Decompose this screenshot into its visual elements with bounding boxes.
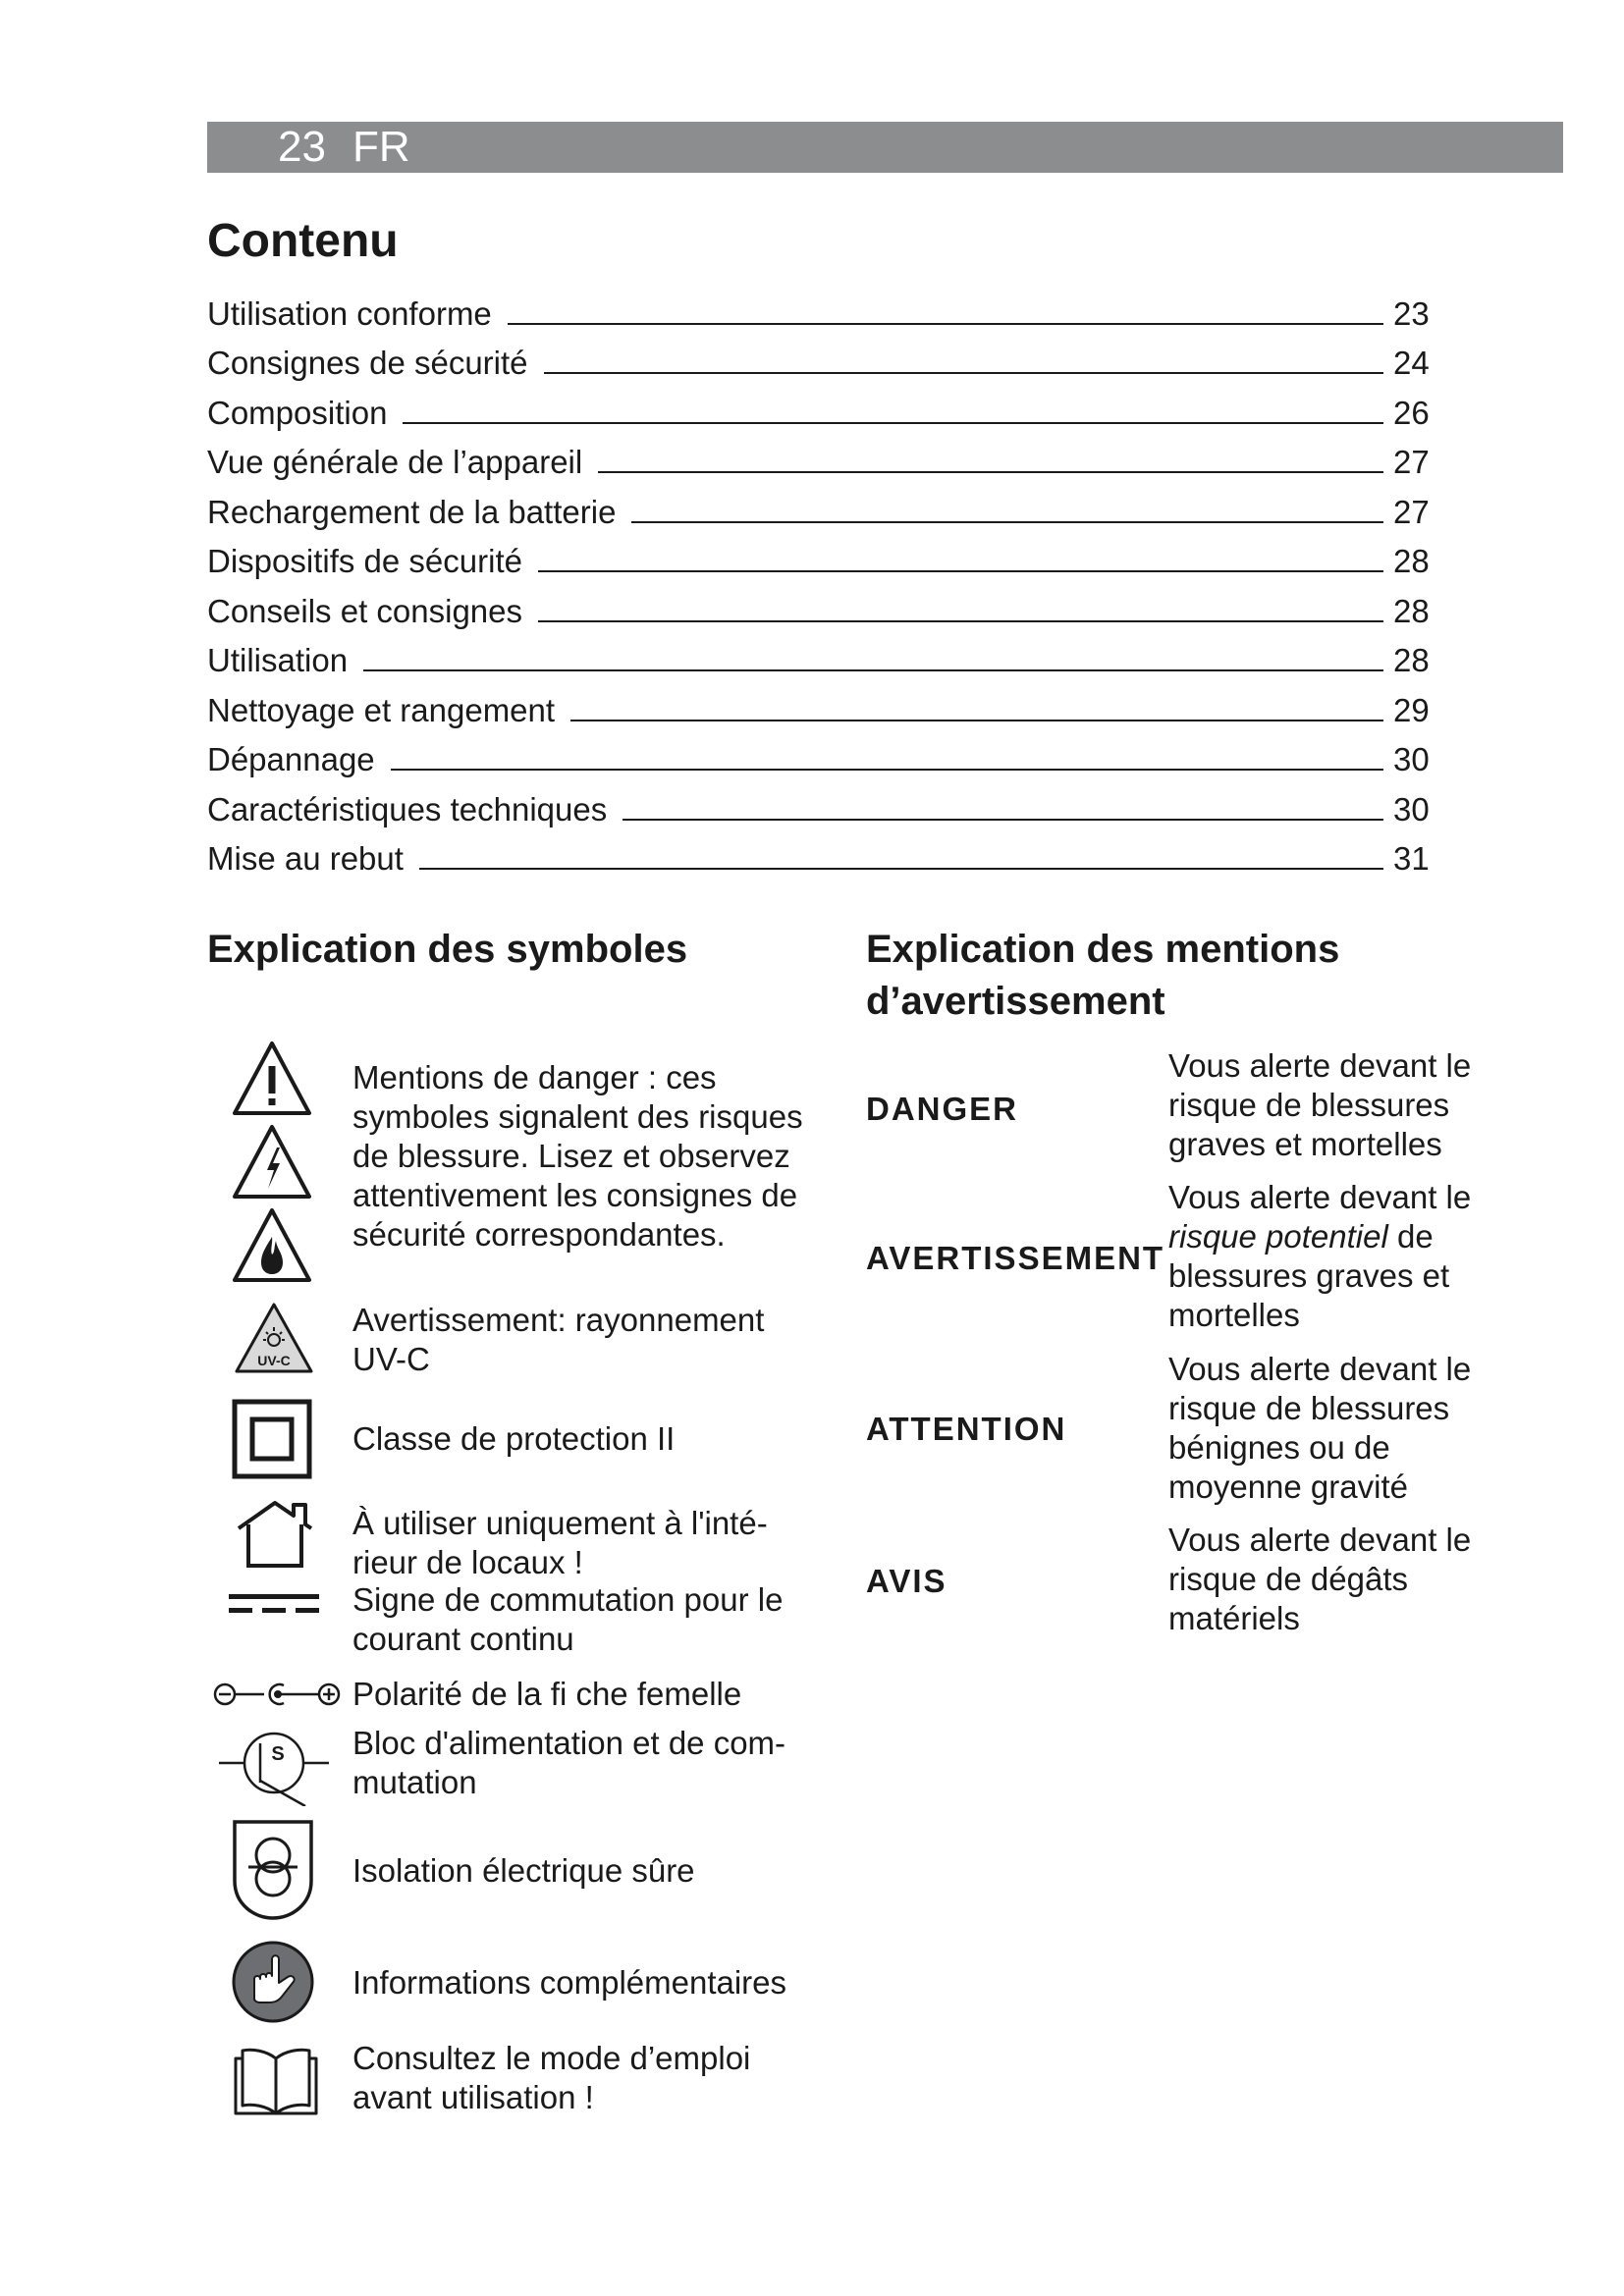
toc-entry-title: Consignes de sécurité <box>207 345 528 381</box>
toc-entry-page: 28 <box>1393 592 1430 629</box>
toc-leader-line <box>598 471 1383 473</box>
direct-current-icon <box>229 1592 319 1616</box>
toc-entry-title: Utilisation <box>207 642 349 678</box>
toc-entry-title: Mise au rebut <box>207 840 404 877</box>
symbol-description: Classe de protection II <box>352 1420 676 1457</box>
toc-entry-page: 29 <box>1393 691 1430 728</box>
warning-row-avis <box>866 1521 1494 1648</box>
symbol-description: Isolation électrique sûre <box>352 1852 695 1889</box>
symbol-row-safety-isolation <box>207 1818 816 1926</box>
toc-entry-page: 28 <box>1393 543 1430 579</box>
warning-keyword: DANGER <box>866 1091 1019 1127</box>
symbol-row-indoor-use <box>207 1494 816 1580</box>
toc-entry[interactable] <box>207 729 1444 779</box>
warning-keyword: AVERTISSEMENT <box>866 1240 1165 1276</box>
switch-mode-power-supply-icon <box>219 1724 329 1806</box>
warning-description: Vous alerte devant le risque de blessures graves et mortelles <box>1168 1047 1472 1162</box>
symbol-description: Consultez le mode d’emploi avant utilisation ! <box>352 2040 751 2115</box>
symbol-description: Polarité de la fi che femelle <box>352 1676 742 1712</box>
warning-text-emphasis: risque potentiel <box>1168 1218 1388 1255</box>
symbol-row-uv-c <box>207 1301 816 1379</box>
symbol-row-information <box>207 1940 816 2024</box>
toc-entry[interactable] <box>207 333 1444 383</box>
toc-entry-title: Caractéristiques techniques <box>207 790 608 828</box>
toc-entry[interactable] <box>207 382 1444 432</box>
toc-leader-line <box>403 422 1383 424</box>
toc-entry-page: 31 <box>1393 840 1430 877</box>
symbol-description: Signe de commutation pour le courant continu <box>352 1581 784 1657</box>
indoor-use-house-icon <box>233 1499 317 1570</box>
warning-row-attention <box>866 1350 1494 1517</box>
toc-entry[interactable] <box>207 283 1444 333</box>
toc-entry[interactable] <box>207 432 1444 482</box>
page-number: 23 <box>278 123 326 171</box>
protection-class-ii-icon <box>231 1398 313 1480</box>
toc-entry-title: Nettoyage et rangement <box>207 691 556 728</box>
toc-entry-page: 27 <box>1393 444 1430 480</box>
warning-description: Vous alerte devant le risque de dégâts matériels <box>1168 1522 1472 1636</box>
symbol-description: Bloc d'alimentation et de com-mutation <box>352 1725 786 1800</box>
toc-leader-line <box>363 669 1383 671</box>
symbol-description: Avertissement: rayonnement UV-C <box>352 1302 765 1377</box>
language-code: FR <box>352 123 410 171</box>
toc-entry[interactable] <box>207 778 1444 828</box>
toc-leader-line <box>391 769 1383 771</box>
table-of-contents <box>207 283 1444 878</box>
toc-entry[interactable] <box>207 828 1444 879</box>
symbol-row-power-supply <box>207 1724 816 1812</box>
toc-entry-title: Conseils et consignes <box>207 592 523 629</box>
symbols-section-title: Explication des symboles <box>207 928 688 971</box>
toc-entry-page: 24 <box>1393 345 1430 381</box>
contents-title: Contenu <box>207 215 399 267</box>
toc-entry-title: Utilisation conforme <box>207 294 492 332</box>
toc-leader-line <box>508 323 1383 325</box>
uv-c-warning-icon <box>233 1301 315 1375</box>
warning-text-before: Vous alerte devant le <box>1168 1179 1472 1215</box>
symbol-row-direct-current <box>207 1580 816 1659</box>
symbol-row-danger <box>207 1039 816 1284</box>
plug-polarity-icon <box>213 1681 343 1708</box>
toc-leader-line <box>538 620 1383 622</box>
symbol-description: Mentions de danger : ces symboles signalent des risques de blessure. Lisez et observez attentivement les consignes de sécurité correspondantes. <box>352 1059 803 1253</box>
toc-leader-line <box>538 570 1383 572</box>
toc-entry-page: 30 <box>1393 741 1430 777</box>
warning-keyword: ATTENTION <box>866 1411 1067 1447</box>
warning-row-danger <box>866 1046 1494 1174</box>
toc-leader-line <box>419 868 1383 870</box>
toc-entry[interactable] <box>207 481 1444 531</box>
toc-entry-page: 27 <box>1393 493 1430 530</box>
toc-entry-page: 28 <box>1393 642 1430 678</box>
toc-entry-page: 30 <box>1393 790 1430 828</box>
warning-keyword: AVIS <box>866 1563 947 1599</box>
toc-leader-line <box>570 720 1383 721</box>
toc-leader-line <box>631 521 1383 523</box>
symbol-description: Informations complémentaires <box>352 1964 787 2001</box>
safety-isolating-transformer-icon <box>231 1818 315 1922</box>
symbol-row-read-manual <box>207 2039 816 2127</box>
read-manual-book-icon <box>233 2045 319 2117</box>
toc-entry[interactable] <box>207 580 1444 630</box>
toc-entry-title: Rechargement de la batterie <box>207 493 617 530</box>
warning-description <box>1168 1178 1502 1335</box>
page-header-bar <box>207 122 1563 173</box>
information-hand-icon <box>231 1940 315 2024</box>
toc-entry-page: 26 <box>1393 394 1430 431</box>
toc-leader-line <box>623 819 1383 821</box>
symbol-row-polarity <box>207 1673 816 1716</box>
warning-description: Vous alerte devant le risque de blessures bénignes ou de moyenne gravité <box>1168 1351 1472 1505</box>
toc-entry-title: Composition <box>207 394 388 431</box>
danger-triangle-icons <box>231 1039 313 1284</box>
toc-leader-line <box>544 372 1383 374</box>
warning-text-after: de blessures graves et mortelles <box>1168 1218 1450 1333</box>
power-supply-icon-label: S <box>271 1743 285 1765</box>
uv-c-icon-label: UV-C <box>257 1353 291 1368</box>
toc-entry-page: 23 <box>1393 294 1430 332</box>
toc-entry-title: Dispositifs de sécurité <box>207 543 522 579</box>
warning-row-avertissement <box>866 1178 1494 1345</box>
toc-entry[interactable] <box>207 630 1444 680</box>
toc-entry[interactable] <box>207 679 1444 729</box>
symbol-row-protection-class <box>207 1398 816 1486</box>
symbol-description: À utiliser uniquement à l'inté-rieur de locaux ! <box>352 1505 768 1580</box>
warnings-section-title: Explication des mentions d’avertissement <box>866 928 1340 1023</box>
toc-entry-title: Vue générale de l’appareil <box>207 444 583 480</box>
toc-entry[interactable] <box>207 531 1444 581</box>
toc-entry-title: Dépannage <box>207 741 375 777</box>
